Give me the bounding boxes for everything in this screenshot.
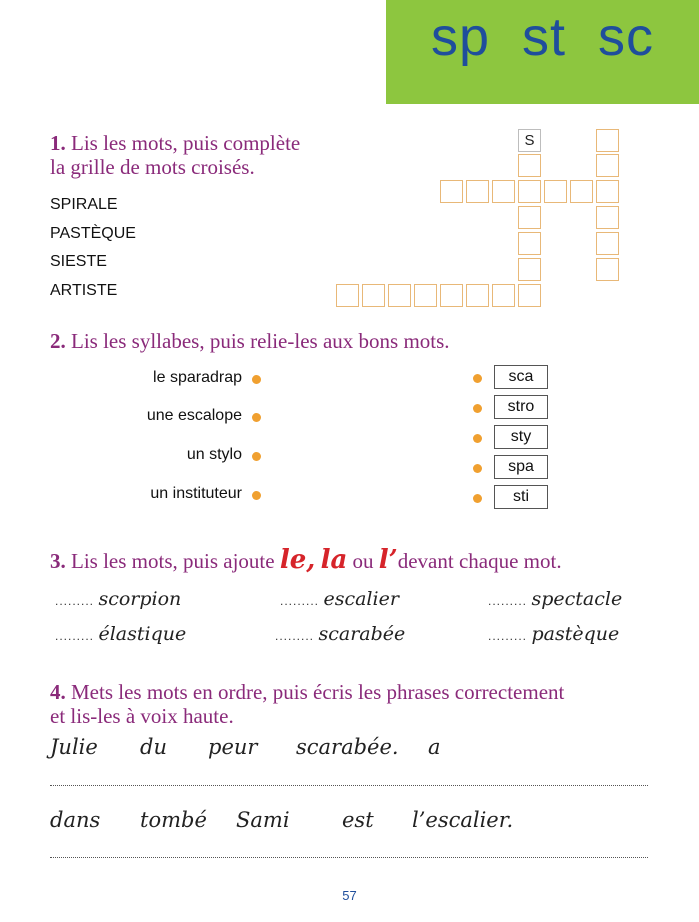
s2-word-5: l’escalier. bbox=[412, 808, 514, 832]
ex3-word: scorpion bbox=[98, 588, 182, 610]
exercise2-number: 2. bbox=[50, 329, 66, 353]
crossword-cell[interactable] bbox=[414, 284, 437, 307]
exercise1-instruction-line2: la grille de mots croisés. bbox=[50, 155, 255, 179]
crossword-cell[interactable] bbox=[466, 180, 489, 203]
ex2-word-2: une escalope bbox=[146, 407, 242, 424]
ex3-word: escalier bbox=[323, 588, 399, 610]
ex1-word-2: PASTÈQUE bbox=[50, 225, 136, 242]
exercise4-instruction-line1: Mets les mots en ordre, puis écris les phrases correctement bbox=[71, 680, 565, 704]
ex3-item-2[interactable] bbox=[280, 588, 399, 610]
crossword-cell[interactable] bbox=[518, 180, 541, 203]
crossword-cell[interactable] bbox=[440, 180, 463, 203]
ex2-word-3: un stylo bbox=[186, 446, 242, 463]
crossword-cell[interactable] bbox=[544, 180, 567, 203]
s1-word-1: Julie bbox=[50, 735, 98, 759]
ex2-link-dot-right[interactable] bbox=[473, 494, 482, 503]
ex2-link-dot-right[interactable] bbox=[473, 374, 482, 383]
article-l: l’ bbox=[378, 545, 398, 575]
crossword-cell[interactable] bbox=[492, 180, 515, 203]
ex3-blank[interactable]: ......... bbox=[488, 629, 528, 643]
crossword-cell[interactable] bbox=[362, 284, 385, 307]
ex1-word-4: ARTISTE bbox=[50, 282, 118, 299]
crossword-cell[interactable] bbox=[596, 206, 619, 229]
ex3-item-3[interactable] bbox=[488, 588, 622, 610]
ex3-word: scarabée bbox=[318, 623, 406, 645]
exercise1-number: 1. bbox=[50, 131, 66, 155]
s1-word-2: du bbox=[140, 735, 167, 759]
exercise2-instruction-text: Lis les syllabes, puis relie-les aux bons mots. bbox=[71, 329, 450, 353]
ex3-item-6[interactable] bbox=[488, 623, 619, 645]
crossword-cell[interactable] bbox=[596, 180, 619, 203]
exercise3-instruction-after: devant chaque mot. bbox=[397, 549, 562, 573]
crossword-cell[interactable] bbox=[570, 180, 593, 203]
s2-word-4: est bbox=[342, 808, 374, 832]
crossword-cell[interactable] bbox=[518, 206, 541, 229]
ex3-word: élastique bbox=[98, 623, 187, 645]
crossword-cell[interactable] bbox=[596, 232, 619, 255]
crossword-cell[interactable] bbox=[388, 284, 411, 307]
ex2-syllable-box: spa bbox=[494, 455, 548, 479]
ex2-word-4: un instituteur bbox=[150, 485, 242, 502]
s2-word-3: Sami bbox=[236, 808, 290, 832]
ex3-blank[interactable]: ......... bbox=[55, 629, 95, 643]
ex2-link-dot-right[interactable] bbox=[473, 464, 482, 473]
ex3-blank[interactable]: ......... bbox=[55, 594, 95, 608]
crossword-cell[interactable] bbox=[336, 284, 359, 307]
article-la: la bbox=[320, 545, 348, 575]
ex2-syllable-box: sty bbox=[494, 425, 548, 449]
ex2-link-dot-right[interactable] bbox=[473, 434, 482, 443]
ex2-link-dot-right[interactable] bbox=[473, 404, 482, 413]
exercise3-instruction bbox=[50, 545, 562, 575]
exercise4-instruction bbox=[50, 680, 564, 728]
ex3-item-5[interactable] bbox=[275, 623, 405, 645]
exercise3-number: 3. bbox=[50, 549, 66, 573]
ex3-item-4[interactable] bbox=[55, 623, 186, 645]
page-number: 57 bbox=[342, 888, 357, 903]
s2-word-1: dans bbox=[50, 808, 101, 832]
article-le: le, bbox=[279, 545, 316, 575]
crossword-cell[interactable] bbox=[596, 129, 619, 152]
ex3-blank[interactable]: ......... bbox=[488, 594, 528, 608]
ex3-word: pastèque bbox=[531, 623, 620, 645]
ex3-word: spectacle bbox=[531, 588, 623, 610]
s1-word-3: peur bbox=[208, 735, 258, 759]
crossword-cell[interactable] bbox=[596, 154, 619, 177]
crossword-cell[interactable] bbox=[518, 232, 541, 255]
exercise4-number: 4. bbox=[50, 680, 66, 704]
crossword-cell[interactable] bbox=[596, 258, 619, 281]
exercise3-instruction-before: Lis les mots, puis ajoute bbox=[71, 549, 275, 573]
s2-word-2: tombé bbox=[140, 808, 207, 832]
crossword-cell[interactable] bbox=[518, 154, 541, 177]
s1-word-4: scarabée. bbox=[296, 735, 399, 759]
crossword-cell-given[interactable]: S bbox=[518, 129, 541, 152]
ex2-link-dot-left[interactable] bbox=[252, 452, 261, 461]
crossword-cell[interactable] bbox=[518, 284, 541, 307]
ex2-syllable-box: stro bbox=[494, 395, 548, 419]
ex1-word-3: SIESTE bbox=[50, 253, 107, 270]
ex2-link-dot-left[interactable] bbox=[252, 375, 261, 384]
ex2-syllable-box: sti bbox=[494, 485, 548, 509]
crossword-cell[interactable] bbox=[518, 258, 541, 281]
ex3-blank[interactable]: ......... bbox=[280, 594, 320, 608]
exercise2-instruction bbox=[50, 329, 450, 353]
ex3-item-1[interactable] bbox=[55, 588, 181, 610]
ex2-syllable-box: sca bbox=[494, 365, 548, 389]
crossword-cell[interactable] bbox=[492, 284, 515, 307]
answer-line-1[interactable] bbox=[50, 785, 648, 786]
word-ou: ou bbox=[352, 549, 374, 573]
crossword-grid bbox=[0, 0, 699, 320]
ex2-word-1: le sparadrap bbox=[153, 369, 242, 386]
ex1-word-1: SPIRALE bbox=[50, 196, 118, 213]
exercise4-instruction-line2: et lis-les à voix haute. bbox=[50, 704, 234, 728]
ex3-blank[interactable]: ......... bbox=[275, 629, 315, 643]
ex2-link-dot-left[interactable] bbox=[252, 491, 261, 500]
page-title: sp st sc bbox=[430, 7, 655, 67]
s1-word-5: a bbox=[428, 735, 441, 759]
crossword-cell[interactable] bbox=[440, 284, 463, 307]
ex2-link-dot-left[interactable] bbox=[252, 413, 261, 422]
answer-line-2[interactable] bbox=[50, 857, 648, 858]
exercise1-instruction-line1: Lis les mots, puis complète bbox=[71, 131, 301, 155]
crossword-cell[interactable] bbox=[466, 284, 489, 307]
